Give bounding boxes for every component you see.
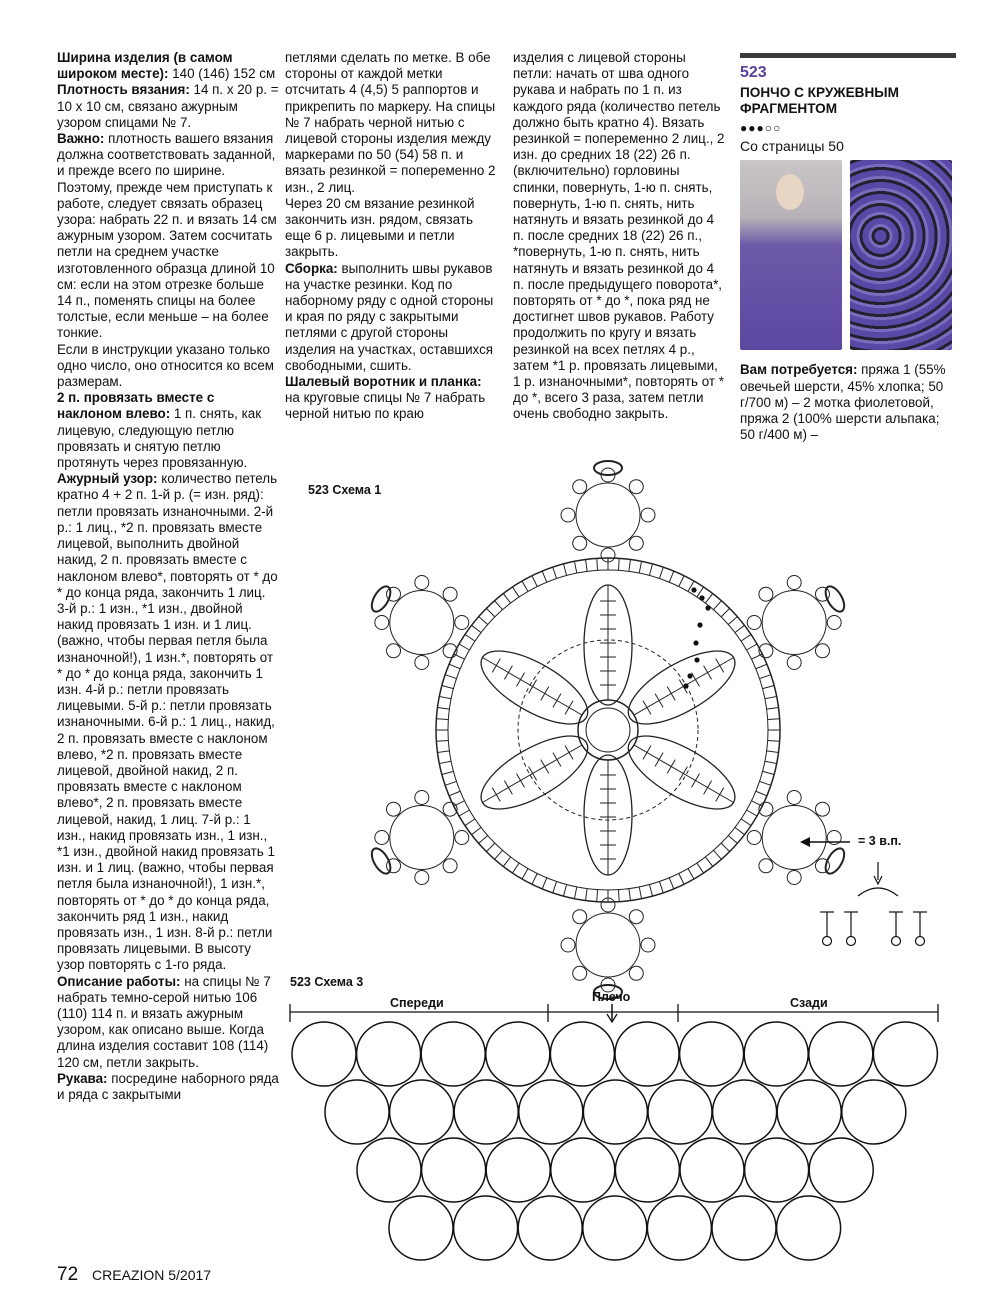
petal-stitch (691, 774, 699, 788)
ring-stitch (445, 781, 456, 785)
paragraph: петлями сделать по метке. В обе стороны от каждой метки отсчитать 4 (4,5) 5 раппортов и прикрепить по маркеру. На спицы № 7 набрать черной нитью с лицевой стороны изделия между маркерами по 50 (54) 58 п. и вязать резинкой = попеременно 2 изн., 2 лиц. (285, 50, 496, 195)
scheme3-motif (615, 1022, 679, 1086)
picot (747, 831, 761, 845)
scheme3-motif (583, 1080, 647, 1144)
ring-stitch (495, 850, 503, 859)
ring-stitch (586, 559, 588, 571)
picot (415, 871, 429, 885)
picot (573, 536, 587, 550)
paragraph: Ширина изделия (в самом широком месте): 140 (146) 152 см (57, 50, 276, 82)
picot (787, 656, 801, 670)
source-page: Со страницы 50 (740, 138, 844, 155)
scheme3-motif (873, 1022, 937, 1086)
lobe-tip (822, 583, 848, 614)
ring-stitch (597, 890, 598, 902)
back-label: Сзади (790, 996, 828, 1010)
ring-stitch (639, 887, 641, 899)
picot (387, 644, 401, 658)
ring-stitch (442, 685, 454, 688)
paragraph: Важно: плотность вашего вязания должна соответствовать заданной, и прежде всего по ширине. Поэтому, прежде чем приступать к работе, следует связать образец узора: набрать 22 п. и вязать 14 см ажурным узором. Затем сосчитать петли на среднем участке изготовленного образца длиной 10 см: если на этом отрезке больше 14 п., поменять спицы на более толстые, если меньше – на более тонкие. (57, 131, 277, 341)
ring-stitch (532, 576, 537, 587)
scheme3-motif (809, 1022, 873, 1086)
petal-stitch (529, 680, 537, 694)
paragraph: Ажурный узор: количество петель кратно 4 + 2 п. 1-й р. (= изн. ряд): петли провязать изнаночными. 2-й р.: 1 лиц., *2 п. провязать вместе лицевой, выполнить двойной накид, 2 п. провязать вместе с наклоном влево*, повторять от * до * до конца ряда, закончить 1 лиц. 3-й р.: 1 изн., *1 изн., двойной накид провязать 1 изн. и 1 лиц. (важно, чтобы первая петля была изнаночной!), 1 изн.*, повторять от * до * до конца ряда, закончить 1 изн. 4-й р.: петли провязать лицевыми. 5-й р.: петли провязать изнаночными. 6-й р.: 1 лиц., накид, 2 п. провязать вместе с наклоном влево, *2 п. провязать вместе лицевой, двойной накид, 2 п. провязать вместе с наклоном влево*, 2 п. провязать вместе лицевой, накид, 1 лиц. 7-й р.: 1 изн., накид провязать изн., 1 изн., *1 изн., двойной накид провязать 1 изн. и 1 лиц. (важно, чтобы первая петля была изнаночной!), 1 изн.*, повторять от * до * до конца ряда, закончить ряд 1 изн., накид провязать изн., 1 изн. 8-й р.: петли провязать лицевыми. В высоту узор повторять с 1-го ряда. (57, 471, 278, 973)
ring-stitch (618, 890, 619, 902)
scheme3-motif (583, 1196, 647, 1260)
ring-stitch (563, 564, 566, 576)
petal-stitch (504, 666, 512, 680)
scheme3-motif (777, 1196, 841, 1260)
picot (573, 480, 587, 494)
lobe-loop (762, 591, 826, 655)
ring-stitch (713, 601, 721, 610)
petal-stitch (492, 788, 500, 802)
petal-stitch (492, 659, 500, 673)
scheme3-motif (519, 1080, 583, 1144)
lobe-loop (762, 806, 826, 870)
direction-dot (697, 622, 702, 627)
scheme3-motif (357, 1022, 421, 1086)
scheme3-motif (390, 1080, 454, 1144)
picot (443, 859, 457, 873)
ring-stitch (542, 878, 547, 889)
ring-stitch (649, 885, 652, 897)
direction-dot (699, 595, 704, 600)
ring-stitch (472, 625, 482, 632)
legend-arrow-head (800, 837, 810, 847)
ring-stitch (721, 843, 729, 851)
petal-stitch (541, 687, 549, 701)
materials-text: Вам потребуется: пряжа 1 (55% овечьей шерсти, 45% хлопка; 50 г/700 м) – 2 мотка фиолетовой, пряжа 2 (100% шерсти альпака; 50 г/400 м) – (740, 362, 946, 443)
petal-stitch (517, 673, 525, 687)
scheme3-motif (680, 1022, 744, 1086)
scheme3-motif (292, 1022, 356, 1086)
ring-stitch (765, 761, 777, 763)
paragraph: Рукава: посредине наборного ряда и ряда с закрытыми (57, 1070, 279, 1102)
ring-stitch (472, 827, 482, 834)
ring-stitch (735, 827, 745, 834)
difficulty-rating: ●●●○○ (740, 121, 782, 135)
picot (415, 791, 429, 805)
ring-stitch (688, 869, 694, 879)
ring-stitch (763, 685, 775, 688)
ring-stitch (586, 889, 588, 901)
ring-stitch (639, 561, 641, 573)
picot (815, 644, 829, 658)
ring-stitch (756, 664, 767, 669)
ring-stitch (679, 873, 684, 884)
picot (561, 508, 575, 522)
ring-stitch (563, 885, 566, 897)
ring-stitch (760, 675, 771, 679)
ring-stitch (721, 608, 729, 616)
picot (787, 791, 801, 805)
scheme-3-label: 523 Схема 3 (290, 975, 364, 989)
ring-stitch (512, 587, 519, 597)
picot (415, 656, 429, 670)
scheme3-motif (647, 1196, 711, 1260)
petal-stitch (667, 687, 675, 701)
scheme3-motif (680, 1138, 744, 1202)
picot (787, 871, 801, 885)
scheme3-motif (518, 1196, 582, 1260)
lobe-tip (822, 845, 848, 876)
petal-stitch (691, 673, 699, 687)
project-title: ПОНЧО С КРУЖЕВНЫМ ФРАГМЕНТОМ (740, 85, 899, 116)
scheme3-motif (325, 1080, 389, 1144)
ring-stitch (649, 564, 652, 576)
picot (787, 576, 801, 590)
ring-stitch (465, 819, 475, 826)
legend-stitch-base (916, 937, 925, 946)
picot (759, 859, 773, 873)
petal-stitch (667, 760, 675, 774)
ring-stitch (459, 644, 469, 650)
ring-stitch (465, 634, 475, 641)
ring-stitch (629, 889, 631, 901)
petal-stitch (655, 694, 663, 708)
picot (387, 802, 401, 816)
petal-stitch (704, 666, 712, 680)
ring-stitch (542, 571, 547, 582)
petal-stitch (565, 701, 573, 715)
petal-stitch (716, 659, 724, 673)
scheme3-motif (777, 1080, 841, 1144)
ring-stitch (747, 644, 757, 650)
paragraph: Шалевый воротник и планка: на круговые спицы № 7 набрать черной нитью по краю (285, 374, 486, 422)
ring-stitch (741, 634, 751, 641)
ring-stitch (574, 561, 576, 573)
ring-stitch (705, 594, 712, 604)
ring-stitch (669, 878, 674, 889)
picot (415, 576, 429, 590)
ring-stitch (756, 791, 767, 796)
ring-stitch (741, 819, 751, 826)
petal-stitch (553, 694, 561, 708)
scheme3-motif (648, 1080, 712, 1144)
ring-stitch (768, 719, 780, 720)
picot (561, 938, 575, 952)
ring-stitch (697, 863, 704, 873)
paragraph: изделия с лицевой стороны петли: начать от шва одного рукава и набрать по 1 п. из каждого ряда (количество петель должно быть кратно 4). Вязать резинкой = попеременно 2 лиц., 2 изн. до средних 18 (22) 26 п. (включительно) горловины спинки, повернуть, 1-ю п. снять, повернуть, 1-ю п. снять, нить натянуть и вязать резинкой до 4 п. после средних 18 (22) 26 п., *повернуть, 1-ю п. снять, нить натянуть и вязать резинкой до 4 п. после предыдущего поворота*, повторять от * до *, пока ряд не достигнет швов рукавов. Работу продолжить по кругу и вязать резинкой на всех петлях 4 р., затем *1 р. провязать лицевыми, 1 р. изнаночными*, повторять от * до *, всего 3 раза, затем петли очень свободно закрыть. (513, 50, 725, 422)
petal-stitch (553, 753, 561, 767)
paragraph: Через 20 см вязание резинкой закончить изн. рядом, связать еще 6 р. лицевыми и петли закрыть. (285, 195, 475, 260)
picot (629, 536, 643, 550)
picot (827, 616, 841, 630)
legend-stitch-base (847, 937, 856, 946)
ring-stitch (439, 761, 451, 763)
lobe-tip (368, 845, 394, 876)
ring-stitch (728, 835, 737, 843)
ring-stitch (522, 869, 528, 879)
lobe-loop (576, 483, 640, 547)
picot (641, 938, 655, 952)
ring-stitch (760, 781, 771, 785)
scheme3-motif (713, 1080, 777, 1144)
scheme3-motif (550, 1022, 614, 1086)
picot (443, 587, 457, 601)
scheme3-motif (357, 1138, 421, 1202)
project-number: 523 (740, 64, 767, 81)
ring-stitch (437, 708, 449, 710)
picot (815, 802, 829, 816)
front-label: Спереди (390, 996, 444, 1010)
picot (573, 966, 587, 980)
ring-stitch (768, 740, 780, 741)
lobe-loop (576, 913, 640, 977)
ring-stitch (713, 850, 721, 859)
ring-stitch (442, 771, 454, 774)
ring-stitch (495, 601, 503, 610)
ring-stitch (532, 873, 537, 884)
page-number: 72 (57, 1264, 79, 1285)
ring-stitch (449, 664, 460, 669)
picot (641, 508, 655, 522)
ring-stitch (629, 559, 631, 571)
ring-stitch (503, 594, 510, 604)
direction-dot (705, 605, 710, 610)
picot (747, 616, 761, 630)
ring-stitch (574, 887, 576, 899)
ring-stitch (705, 857, 712, 867)
scheme3-motif (712, 1196, 776, 1260)
scheme3-motif (551, 1138, 615, 1202)
ring-stitch (436, 719, 448, 720)
picot (759, 587, 773, 601)
paragraph: Описание работы: на спицы № 7 набрать темно-серой нитью 106 (110) 114 п. и вязать ажурным узором, как описано выше. Когда длина изделия составит 108 (114) 120 см, петли закрыть. (57, 973, 271, 1070)
ring-stitch (735, 625, 745, 632)
petal-stitch (504, 781, 512, 795)
ring-stitch (728, 617, 737, 625)
ring-stitch (767, 751, 779, 753)
scheme3-motif (809, 1138, 873, 1202)
ring-stitch (765, 696, 777, 698)
ring-stitch (553, 567, 557, 578)
picot (629, 966, 643, 980)
ring-stitch (445, 675, 456, 679)
picot (375, 831, 389, 845)
ring-stitch (618, 558, 619, 570)
direction-dot (691, 587, 696, 592)
ring-stitch (439, 696, 451, 698)
shoulder-label: Плечо (592, 990, 631, 1004)
petal-stitch (541, 760, 549, 774)
ring-stitch (512, 863, 519, 873)
ring-stitch (679, 576, 684, 587)
scheme3-motif (842, 1080, 906, 1144)
petal-stitch (716, 788, 724, 802)
scheme3-motif (745, 1138, 809, 1202)
ring-stitch (659, 882, 663, 893)
ring-stitch (479, 617, 488, 625)
ring-stitch (479, 835, 488, 843)
lobe-loop (390, 591, 454, 655)
paragraph: Если в инструкции указано только одно число, оно относится ко всем размерам. (57, 341, 274, 390)
picot (455, 831, 469, 845)
petal-stitch (704, 781, 712, 795)
scheme3-motif (422, 1138, 486, 1202)
legend-arc (858, 888, 898, 896)
direction-dot (683, 683, 688, 688)
picot (573, 910, 587, 924)
legend-stitch-base (823, 937, 832, 946)
ring-stitch (459, 810, 469, 816)
paragraph: 2 п. провязать вместе с наклоном влево: 1 п. снять, как лицевую, следующую петлю провязать и снятую петлю протянуть через провязанную. (57, 390, 262, 471)
petal-stitch (517, 774, 525, 788)
direction-dot (694, 657, 699, 662)
ring-stitch (486, 608, 494, 616)
picot (375, 616, 389, 630)
legend-stitch-base (892, 937, 901, 946)
scheme3-motif (454, 1080, 518, 1144)
picot (629, 910, 643, 924)
ring-stitch (747, 810, 757, 816)
scheme3-motif (486, 1138, 550, 1202)
direction-dot (687, 673, 692, 678)
motif-center-ring-inner (586, 708, 630, 752)
ring-stitch (767, 708, 779, 710)
direction-dot (693, 640, 698, 645)
page-footer (57, 1264, 211, 1286)
petal-stitch (655, 753, 663, 767)
ring-stitch (659, 567, 663, 578)
legend-chain-label: = 3 в.п. (858, 834, 902, 848)
ring-stitch (763, 771, 775, 774)
ring-stitch (669, 571, 674, 582)
ring-stitch (437, 751, 449, 753)
ring-stitch (449, 791, 460, 796)
paragraph: Сборка: выполнить швы рукавов на участке резинки. Код по наборному ряду с одной стороны и края по ряду с закрытыми петлями с другой стороны изделия на участках, оставшихся свободными, сшить. (285, 260, 494, 373)
lobe-loop (390, 806, 454, 870)
ring-stitch (503, 857, 510, 867)
ring-stitch (522, 581, 528, 591)
lobe-tip (368, 583, 394, 614)
paragraph: Плотность вязания: 14 п. х 20 р. = 10 х 10 см, связано ажурным узором спицами № 7. (57, 82, 279, 130)
scheme3-motif (486, 1022, 550, 1086)
picot (455, 616, 469, 630)
ring-stitch (486, 843, 494, 851)
ring-stitch (436, 740, 448, 741)
picot (629, 480, 643, 494)
petal-stitch (643, 746, 651, 760)
scheme3-motif (389, 1196, 453, 1260)
scheme3-motif (744, 1022, 808, 1086)
magazine-issue: CREAZION 5/2017 (92, 1267, 212, 1283)
ring-stitch (597, 558, 598, 570)
scheme3-motif (454, 1196, 518, 1260)
scheme-1-label: 523 Схема 1 (308, 483, 382, 497)
scheme3-motif (421, 1022, 485, 1086)
ring-stitch (553, 882, 557, 893)
scheme3-motif (615, 1138, 679, 1202)
petal-stitch (643, 701, 651, 715)
petal-stitch (565, 746, 573, 760)
